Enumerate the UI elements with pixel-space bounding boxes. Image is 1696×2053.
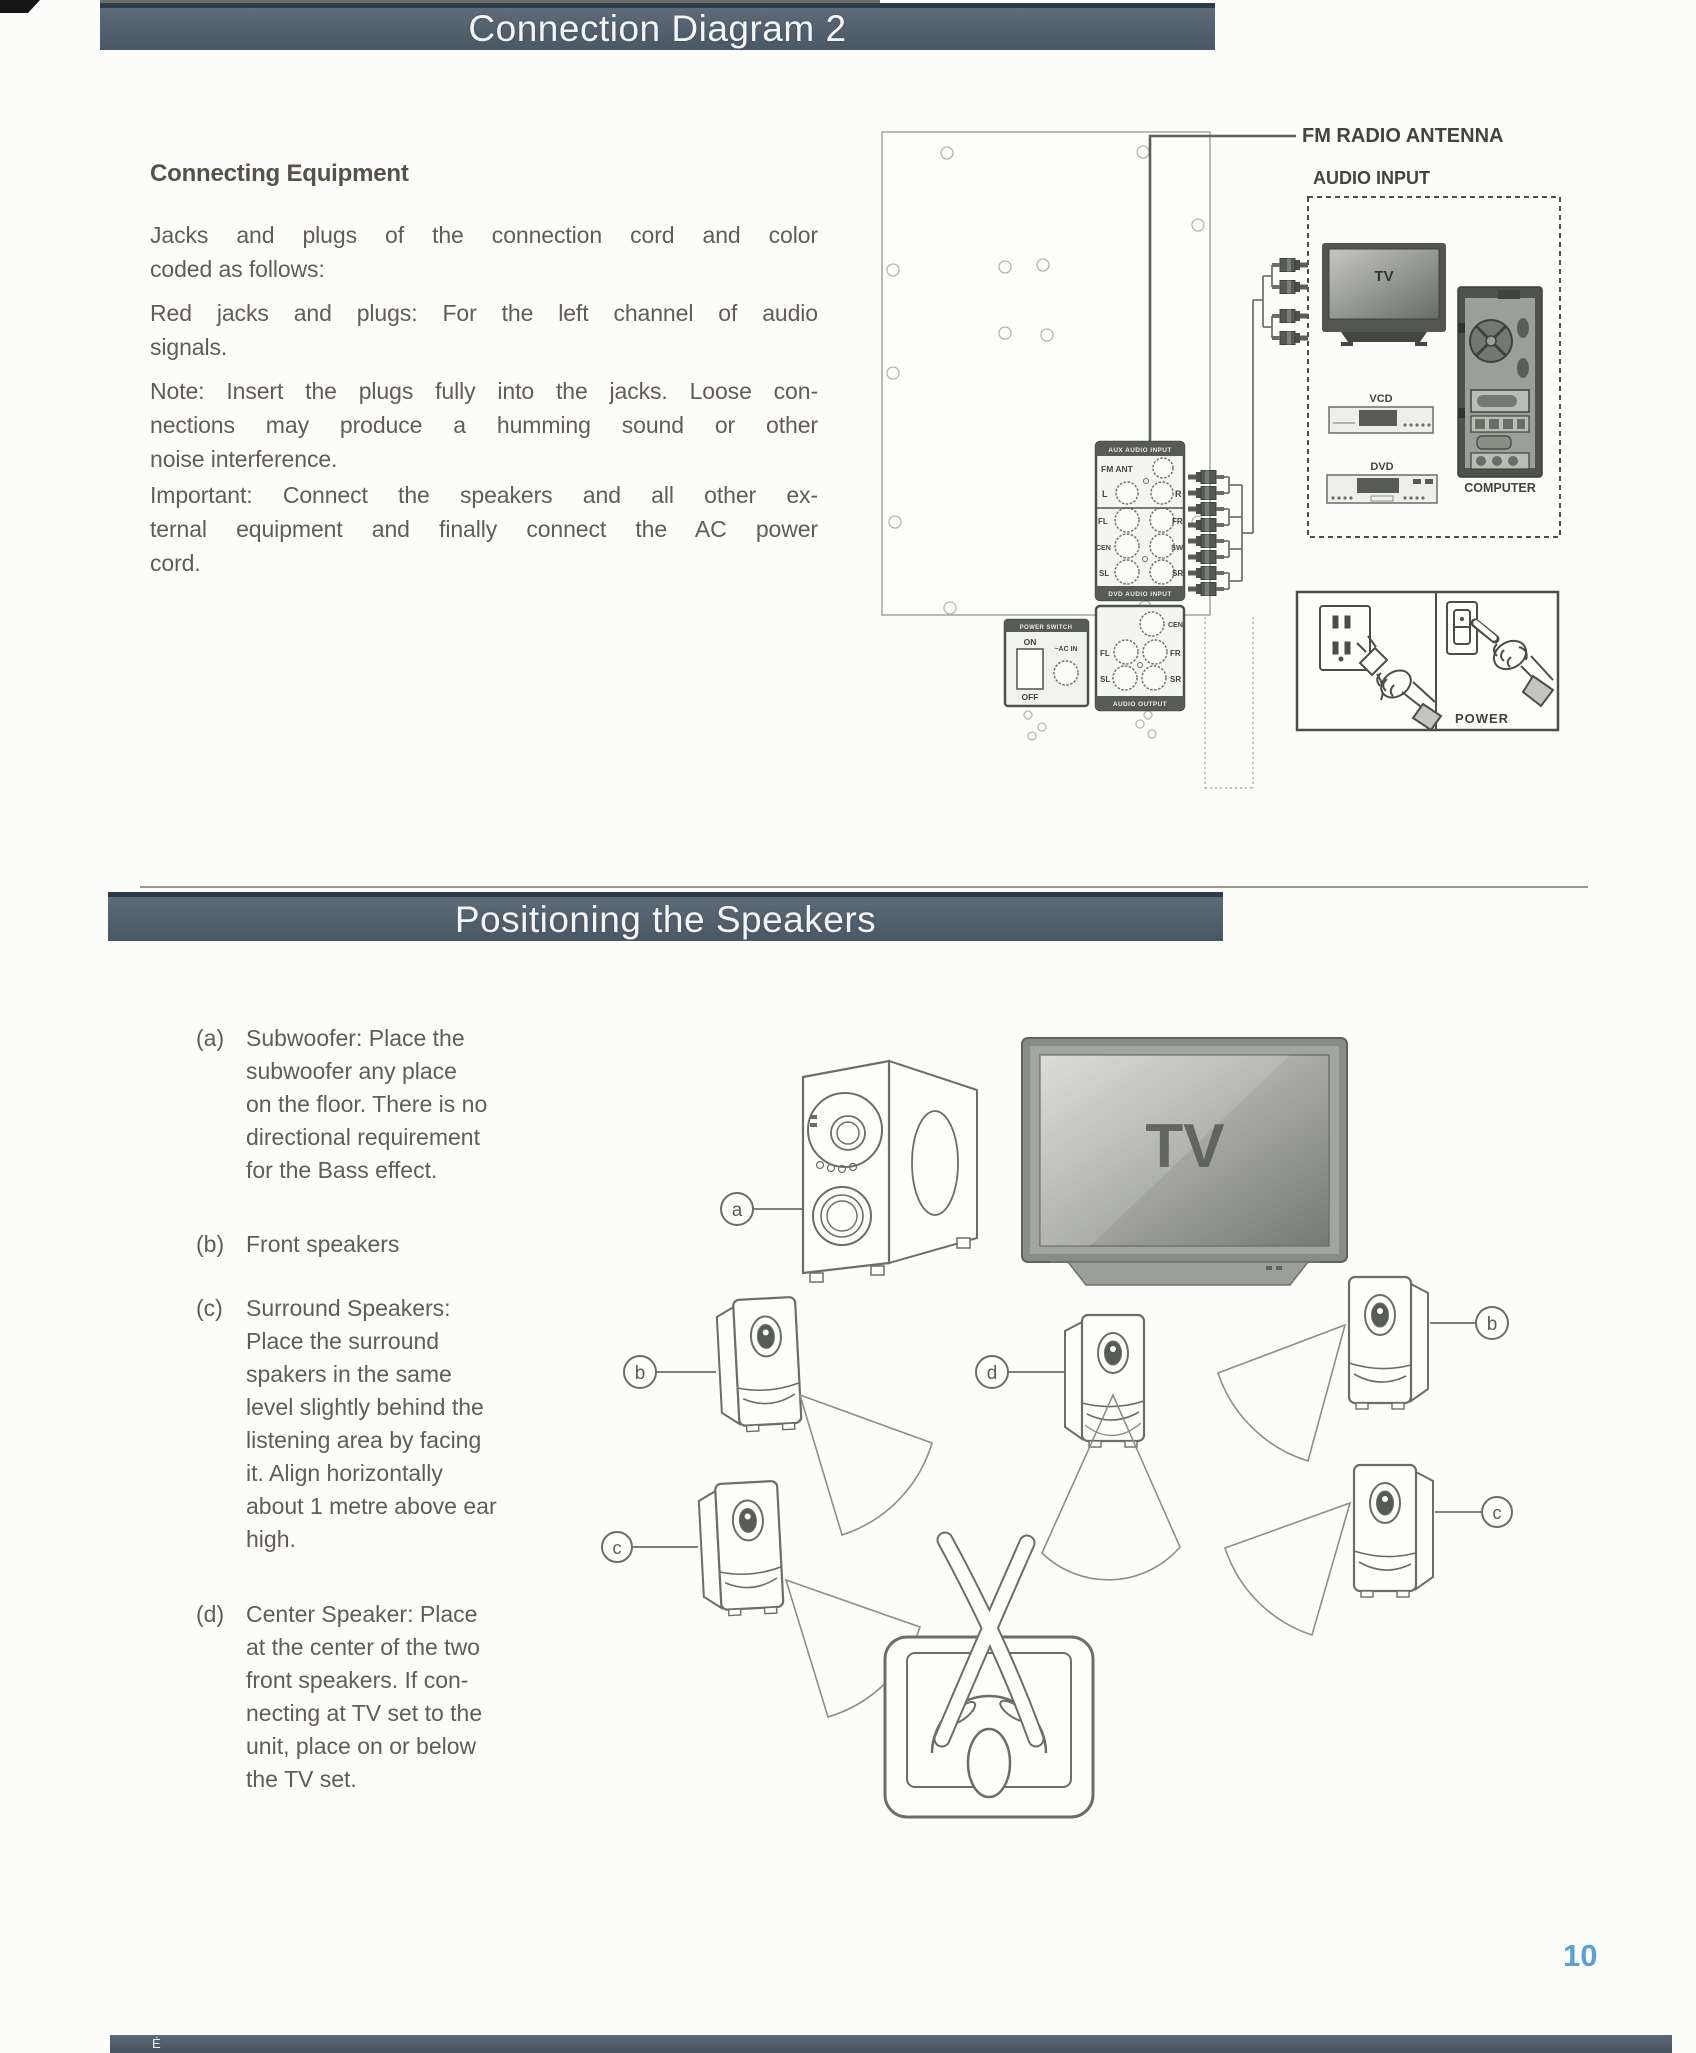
jack-label-sl: SL	[1099, 569, 1110, 578]
item-label: (c)	[196, 1295, 223, 1321]
paragraph-jacks-plugs: Jacks and plugs of the connection cord and color coded as follows:	[150, 222, 818, 282]
out-label-sl: SL	[1100, 675, 1111, 684]
label-b-text: b	[634, 1363, 646, 1384]
surround-speaker-left	[698, 1481, 784, 1617]
fm-ant-jack-label: FM ANT	[1101, 464, 1133, 474]
panel-edge-lines	[1205, 617, 1253, 788]
dvd-label: DVD	[1370, 461, 1394, 473]
jack-label-l: L	[1102, 489, 1108, 499]
output-panel-footer: AUDIO OUTPUT	[1112, 701, 1168, 708]
label-b-right	[1430, 1307, 1508, 1339]
jack-label-sr: SR	[1172, 569, 1184, 578]
item-subwoofer	[196, 1022, 560, 1187]
beam-front-right	[1218, 1325, 1345, 1461]
jack-label-cen: CEN	[1096, 545, 1111, 552]
page-number: 10	[1563, 1938, 1598, 1973]
aux-panel-footer: DVD AUDIO INPUT	[1108, 591, 1172, 598]
power-off-label: OFF	[1021, 692, 1039, 702]
item-text: Subwoofer: Place the subwoofer any place on the floor. There is no directional requirement for the Bass effect.	[246, 1025, 488, 1183]
item-center-speaker	[196, 1598, 560, 1796]
section-title: Connection Diagram 2	[468, 8, 847, 49]
out-label-fl: FL	[1100, 649, 1110, 658]
beam-front-left	[800, 1395, 932, 1535]
item-front-speakers	[196, 1228, 560, 1261]
item-text: Center Speaker: Place at the center of the two front speakers. If con- necting at TV set to the unit, place on or below the TV set.	[246, 1601, 483, 1792]
item-label: (d)	[196, 1601, 225, 1627]
computer-tower-icon	[1458, 287, 1542, 495]
item-text: Surround Speakers: Place the surround spakers in the same level slightly behind the listening area by facing it. Align horizontally about 1 metre above ear high.	[246, 1295, 497, 1552]
item-label: (b)	[196, 1231, 225, 1257]
audio-input-label: AUDIO INPUT	[1313, 168, 1430, 188]
label-a-text: a	[731, 1200, 743, 1221]
aux-audio-input-panel	[1096, 442, 1184, 600]
paragraph-important: Important: Connect the speakers and all other ex- ternal equipment and finally connect the AC power cord.	[150, 482, 818, 576]
jack-label-fr: FR	[1172, 517, 1183, 526]
connection-wires	[1224, 265, 1272, 589]
label-b-left	[624, 1356, 716, 1388]
paragraph-note: Note: Insert the plugs fully into the jacks. Loose con- nections may produce a humming sound or other noise interference.	[150, 378, 818, 472]
dvd-device-icon	[1327, 461, 1437, 503]
front-speaker-right	[1349, 1277, 1428, 1409]
center-speaker	[1065, 1315, 1144, 1447]
fm-antenna-label: FM RADIO ANTENNA	[1302, 125, 1504, 147]
power-illustration	[1297, 592, 1558, 730]
power-on-label: ON	[1023, 637, 1037, 647]
power-panel-header: POWER SWITCH	[1019, 625, 1073, 631]
connecting-equipment-heading: Connecting Equipment	[150, 160, 409, 187]
speaker-placement-diagram	[590, 995, 1590, 1835]
jack-label-r: R	[1175, 489, 1182, 499]
item-label: (a)	[196, 1025, 225, 1051]
label-b-text: b	[1486, 1314, 1498, 1335]
scan-corner-artifact	[0, 0, 40, 13]
front-speaker-left	[716, 1297, 802, 1433]
label-a	[721, 1193, 803, 1225]
power-switch	[1017, 649, 1043, 689]
paragraph-red-jacks: Red jacks and plugs: For the left channel of audio signals.	[150, 300, 818, 360]
tv-illustration	[1022, 1038, 1347, 1285]
scan-rule-line	[140, 886, 1588, 888]
out-label-sr: SR	[1170, 675, 1182, 684]
item-surround-speakers	[196, 1292, 560, 1556]
label-d	[976, 1356, 1065, 1388]
label-d-text: d	[986, 1363, 998, 1384]
out-label-cen: CEN	[1168, 622, 1183, 629]
ac-in-label: ~AC IN	[1054, 646, 1078, 653]
listener-head	[968, 1729, 1010, 1797]
label-c-left	[602, 1532, 698, 1562]
beam-surround-right	[1225, 1503, 1350, 1635]
jack-label-fl: FL	[1098, 517, 1108, 526]
rca-plugs-devices	[1272, 259, 1308, 345]
audio-output-panel	[1096, 606, 1184, 710]
item-text: Front speakers	[246, 1231, 400, 1257]
power-caption: POWER	[1454, 711, 1510, 726]
section-title: Positioning the Speakers	[454, 899, 877, 940]
next-page-banner-edge	[110, 2035, 1672, 2053]
connection-diagram	[665, 78, 1605, 818]
section-banner-positioning-speakers	[108, 892, 1223, 941]
out-label-fr: FR	[1170, 649, 1181, 658]
vcd-label: VCD	[1369, 393, 1393, 405]
power-switch-panel	[1005, 620, 1088, 706]
jack-label-sw: SW	[1171, 543, 1184, 552]
section-banner-connection-diagram	[100, 3, 1215, 50]
surround-speaker-right	[1354, 1465, 1433, 1597]
next-page-glyph: É	[152, 2036, 161, 2051]
label-c-text: c	[612, 1538, 622, 1558]
label-c-text: c	[1492, 1503, 1502, 1523]
aux-panel-header: AUX AUDIO INPUT	[1108, 447, 1172, 454]
tv-device-label: TV	[1374, 268, 1394, 285]
tv-device-icon	[1322, 243, 1446, 346]
computer-label: COMPUTER	[1464, 481, 1536, 495]
vcd-device-icon	[1329, 393, 1433, 433]
subwoofer-illustration	[803, 1061, 977, 1282]
listener-armchair	[885, 1540, 1093, 1817]
tv-screen-label: TV	[1145, 1112, 1225, 1181]
label-c-right	[1435, 1497, 1512, 1527]
